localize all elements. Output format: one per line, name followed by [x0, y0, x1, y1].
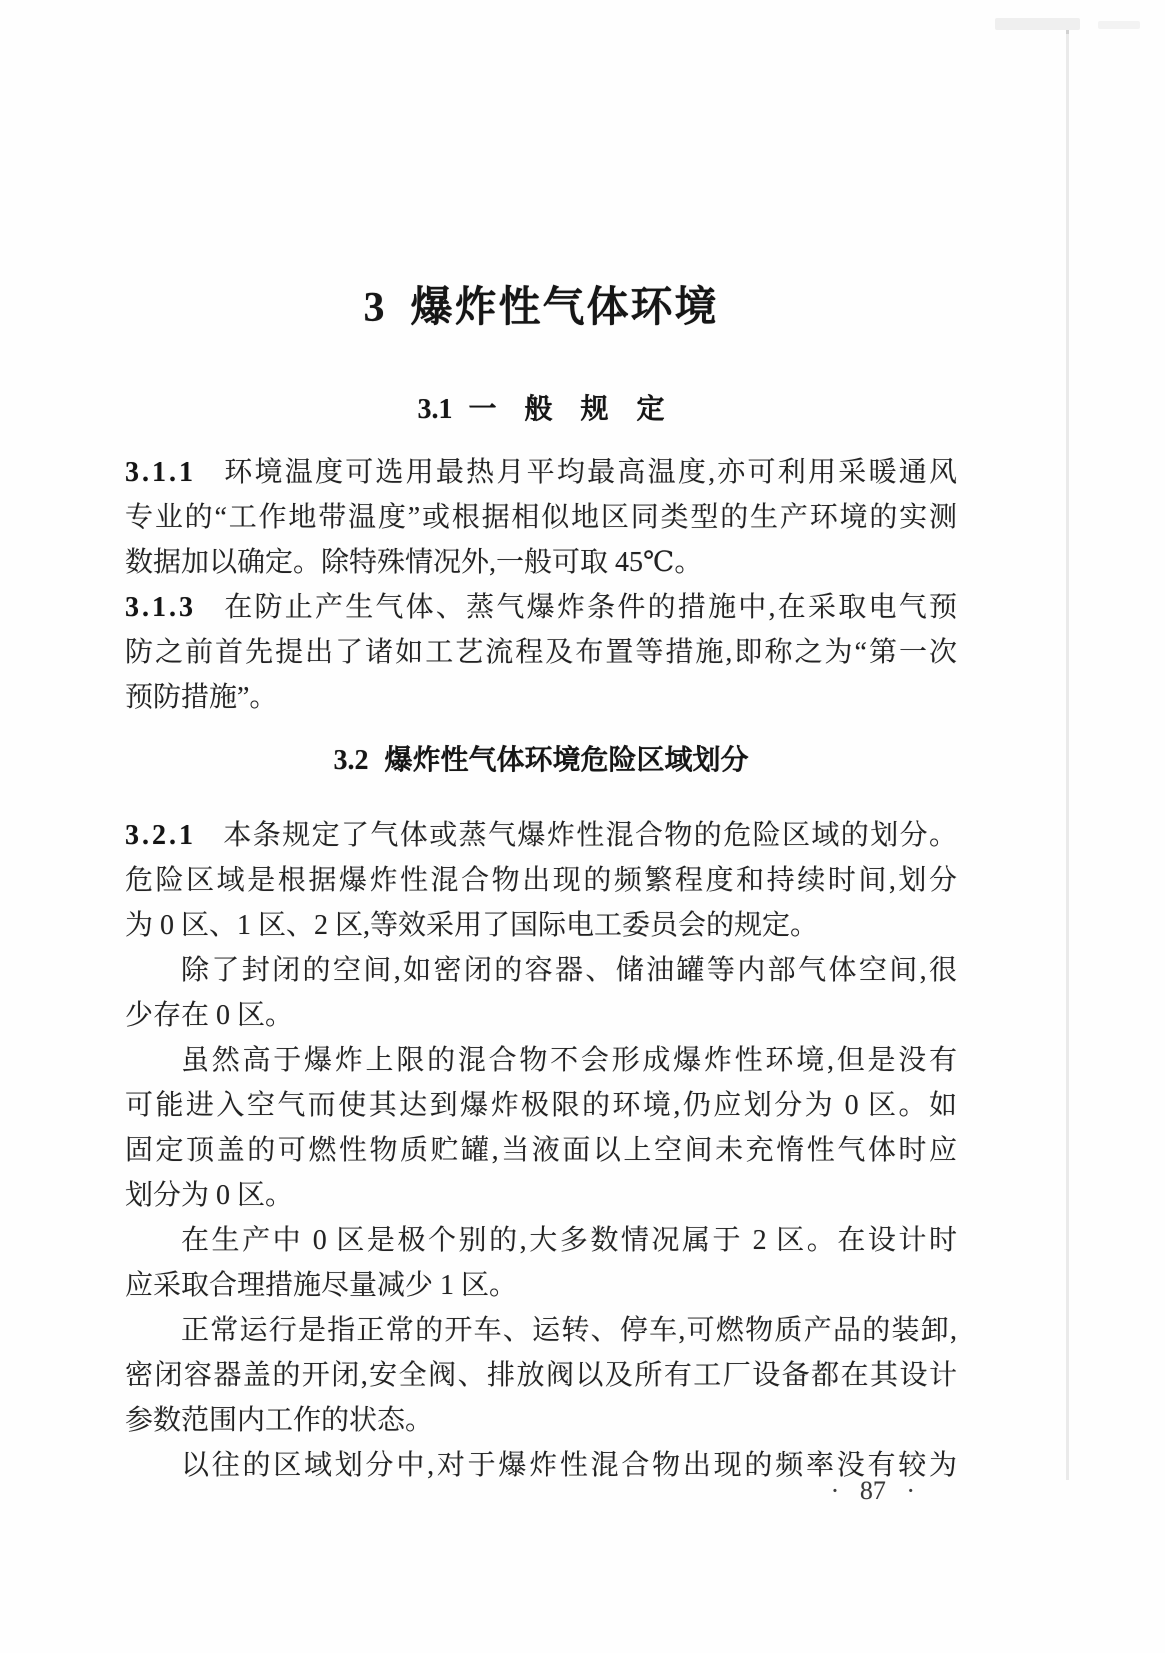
body-line: 密闭容器盖的开闭,安全阀、排放阀以及所有工厂设备都在其设计: [125, 1360, 957, 1391]
body-line: 固定顶盖的可燃性物质贮罐,当液面以上空间未充惰性气体时应: [125, 1135, 957, 1166]
body-line-text: 本条规定了气体或蒸气爆炸性混合物的危险区域的划分。: [222, 820, 957, 851]
section-heading-text: 一 般 规 定: [468, 394, 665, 425]
section-3-1-body: [125, 450, 957, 720]
body-line: [125, 813, 957, 858]
section-number: 3.2: [333, 745, 369, 776]
chapter-title-text: 爆炸性气体环境: [410, 285, 719, 331]
clause-number: 3.1.1: [125, 457, 196, 488]
body-line: 参数范围内工作的状态。: [125, 1405, 434, 1436]
body-line: 可能进入空气而使其达到爆炸极限的环境,仍应划分为 0 区。如: [125, 1090, 957, 1121]
body-line: 为 0 区、1 区、2 区,等效采用了国际电工委员会的规定。: [125, 910, 819, 941]
section-heading-text: 爆炸性气体环境危险区域划分: [384, 745, 749, 776]
section-number: 3.1: [417, 394, 453, 425]
section-3-2-body: [125, 813, 957, 1488]
chapter-number: 3: [363, 285, 385, 331]
clause-number: 3.2.1: [125, 820, 196, 851]
body-line: 专业的“工作地带温度”或根据相似地区同类型的生产环境的实测: [125, 502, 957, 533]
scan-artifact-smudge: [1098, 21, 1140, 29]
body-line: 危险区域是根据爆炸性混合物出现的频繁程度和持续时间,划分: [125, 865, 957, 896]
body-line: 预防措施”。: [125, 682, 278, 713]
body-line: [125, 585, 957, 630]
body-line: 应采取合理措施尽量减少 1 区。: [125, 1270, 518, 1301]
chapter-title: [125, 285, 957, 331]
body-line: 除了封闭的空间,如密闭的容器、储油罐等内部气体空间,很: [181, 955, 957, 986]
scan-artifact-smudge: [995, 18, 1080, 30]
body-line: 划分为 0 区。: [125, 1180, 294, 1211]
body-line-text: 在防止产生气体、蒸气爆炸条件的措施中,在采取电气预: [222, 592, 957, 623]
page-content: [125, 0, 957, 1488]
body-line: 少存在 0 区。: [125, 1000, 294, 1031]
scan-artifact-vertical-line: [1066, 28, 1069, 1480]
body-line: 以往的区域划分中,对于爆炸性混合物出现的频率没有较为: [181, 1450, 957, 1481]
clause-number: 3.1.3: [125, 592, 196, 623]
section-heading-3-1: [125, 393, 957, 427]
body-line-text: 环境温度可选用最热月平均最高温度,亦可利用采暖通风: [222, 457, 957, 488]
body-line: 在生产中 0 区是极个别的,大多数情况属于 2 区。在设计时: [181, 1225, 957, 1256]
page-number: · 87 ·: [830, 1476, 915, 1505]
body-line: [125, 450, 957, 495]
body-line: 虽然高于爆炸上限的混合物不会形成爆炸性环境,但是没有: [181, 1045, 957, 1076]
section-heading-3-2: [125, 744, 957, 778]
body-line: 数据加以确定。除特殊情况外,一般可取 45℃。: [125, 547, 703, 578]
body-line: 正常运行是指正常的开车、运转、停车,可燃物质产品的装卸,: [181, 1315, 957, 1346]
body-line: 防之前首先提出了诸如工艺流程及布置等措施,即称之为“第一次: [125, 637, 957, 668]
